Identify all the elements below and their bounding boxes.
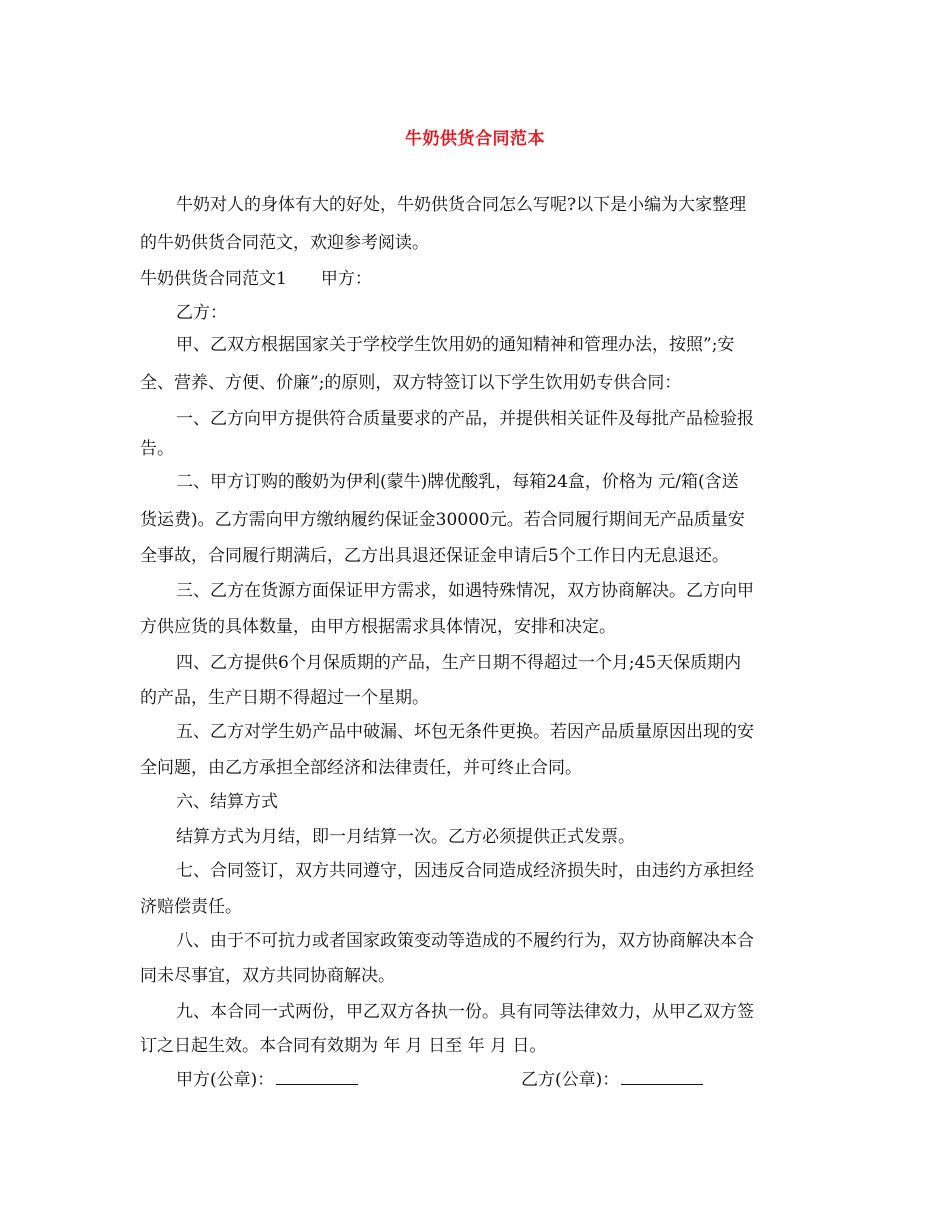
party-b-signature-blank (621, 1068, 703, 1085)
section-heading: 六、结算方式 (176, 792, 278, 812)
paragraph-line: 同未尽事宜，双方共同协商解决。 (140, 966, 395, 986)
paragraph-line: 七、合同签订，双方共同遵守，因违反合同造成经济损失时，由违约方承担经 (176, 861, 754, 881)
paragraph-line: 牛奶对人的身体有大的好处，牛奶供货合同怎么写呢?以下是小编为大家整理 (176, 195, 747, 215)
paragraph-line: 四、乙方提供6个月保质期的产品，生产日期不得超过一个月;45天保质期内 (176, 653, 742, 673)
paragraph-line: 济赔偿责任。 (140, 897, 242, 917)
party-a-seal-label: 甲方(公章)： (176, 1070, 275, 1090)
paragraph-line: 五、乙方对学生奶产品中破漏、坏包无条件更换。若因产品质量原因出现的安 (176, 722, 754, 742)
document-title: 牛奶供货合同范本 (405, 129, 545, 149)
paragraph-line: 全问题，由乙方承担全部经济和法律责任，并可终止合同。 (140, 758, 582, 778)
paragraph-line: 订之日起生效。本合同有效期为 年 月 日至 年 月 日。 (140, 1036, 547, 1056)
signature-party-a (176, 1068, 358, 1091)
paragraph-line: 一、乙方向甲方提供符合质量要求的产品，并提供相关证件及每批产品检验报 (176, 409, 754, 429)
paragraph-line: 全、营养、方便、价廉”;的原则，双方特签订以下学生饮用奶专供合同： (140, 373, 682, 393)
paragraph-line: 货运费)。乙方需向甲方缴纳履约保证金30000元。若合同履行期间无产品质量安 (140, 510, 745, 530)
party-a-signature-blank (276, 1068, 358, 1085)
paragraph-line: 九、本合同一式两份，甲乙双方各执一份。具有同等法律效力，从甲乙双方签 (176, 1002, 754, 1022)
paragraph-line: 全事故，合同履行期满后，乙方出具退还保证金申请后5个工作日内无息退还。 (140, 546, 729, 566)
paragraph-line: 告。 (140, 439, 174, 459)
paragraph-line: 八、由于不可抗力或者国家政策变动等造成的不履约行为，双方协商解决本合 (176, 931, 754, 951)
paragraph-line: 结算方式为月结，即一月结算一次。乙方必须提供正式发票。 (176, 827, 635, 847)
paragraph-line: 的牛奶供货合同范文，欢迎参考阅读。 (140, 233, 429, 253)
paragraph-line: 乙方： (176, 303, 227, 323)
paragraph-line: 甲、乙双方根据国家关于学校学生饮用奶的通知精神和管理办法，按照”;安 (176, 335, 735, 355)
paragraph-line: 的产品，生产日期不得超过一个星期。 (140, 688, 429, 708)
party-b-seal-label: 乙方(公章)： (521, 1070, 620, 1090)
signature-party-b (521, 1068, 703, 1091)
paragraph-line: 二、甲方订购的酸奶为伊利(蒙牛)牌优酸乳，每箱24盒，价格为 元/箱(含送 (176, 472, 739, 492)
paragraph-line: 方供应货的具体数量，由甲方根据需求具体情况，安排和决定。 (140, 617, 616, 637)
paragraph-line: 三、乙方在货源方面保证甲方需求，如遇特殊情况，双方协商解决。乙方向甲 (176, 581, 754, 601)
paragraph-line: 牛奶供货合同范文1 甲方： (140, 269, 372, 289)
